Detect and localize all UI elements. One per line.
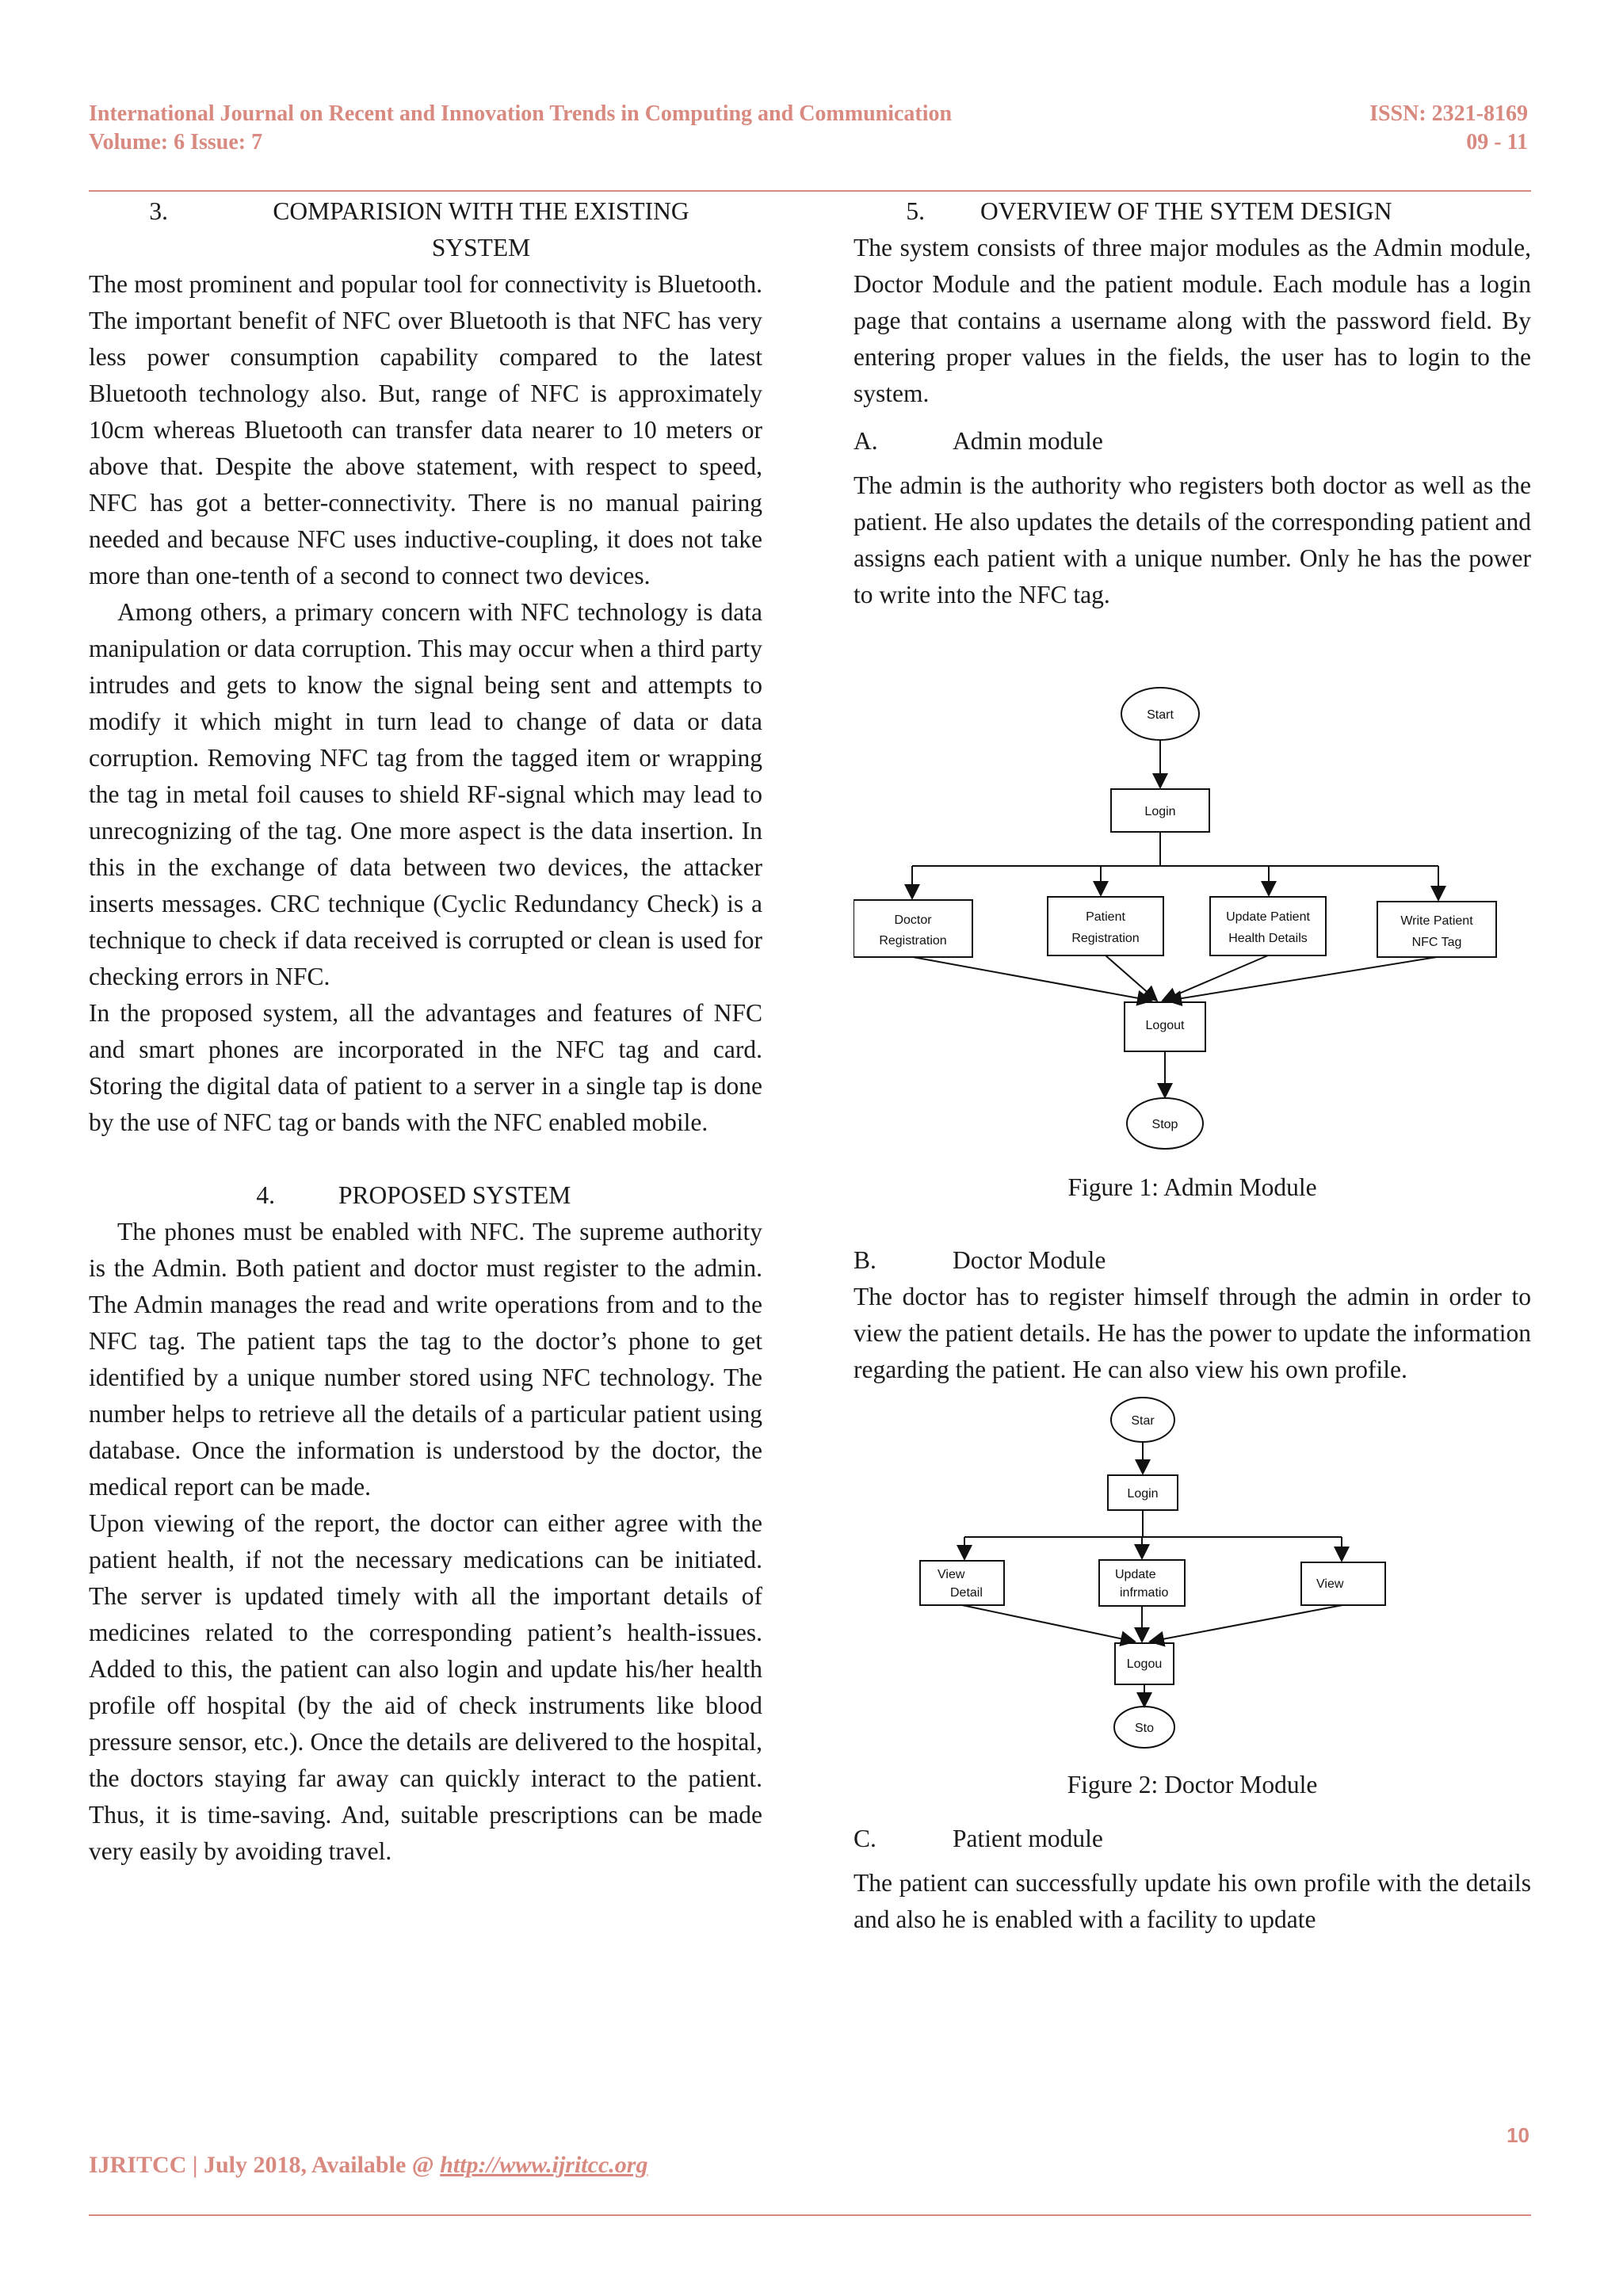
figure-1-caption: Figure 1: Admin Module (1067, 1173, 1317, 1201)
paragraph: The system consists of three major modules as the Admin module, Doctor Module and the patient module. Each module has a login page that contains a username along with the password field. By entering proper values in the fields, the user has to login to the system. (854, 234, 1531, 407)
journal-title: International Journal on Recent and Innovation Trends in Computing and Communication (89, 101, 953, 126)
section-title: OVERVIEW OF THE SYTEM DESIGN (980, 197, 1392, 225)
paragraph: The phones must be enabled with NFC. The supreme authority is the Admin. Both patient and doctor must register to the admin. The Admin manages the read and write operations from and to the NFC tag. The patient taps the tag to the doctor’s phone to get identified by a unique number stored using NFC technology. The number helps to retrieve all the details of a particular patient using database. Once the information is understood by the doctor, the medical report can be made. (89, 1218, 762, 1501)
subsection-letter: B. (854, 1246, 876, 1274)
paragraph: The patient can successfully update his own profile with the details and also he is enabled with a facility to update (854, 1869, 1531, 1933)
node-label: View (1316, 1577, 1344, 1591)
subsection-title: Patient module (953, 1825, 1103, 1852)
journal-link[interactable]: http://www.ijritcc.org (440, 2152, 648, 2178)
node-label: NFC Tag (1411, 936, 1462, 949)
login-label: Login (1144, 805, 1176, 818)
node-label: Registration (879, 934, 947, 948)
section-number: 5. (906, 197, 925, 225)
subsection-title: Doctor Module (953, 1246, 1106, 1274)
journal-header-right (1369, 100, 1528, 157)
node-label: infrmatio (1120, 1586, 1169, 1600)
admin-module-flowchart (854, 642, 1531, 1165)
login-label: Login (1127, 1487, 1159, 1501)
page-range: 09 - 11 (1466, 130, 1528, 154)
header-divider (89, 190, 1531, 192)
stop-label: Stop (1151, 1118, 1178, 1131)
journal-header (89, 100, 952, 157)
subsection-title: Admin module (953, 427, 1103, 455)
paragraph: In the proposed system, all the advantages and features of NFC and smart phones are incorporated in the NFC tag and card. Storing the digital data of patient to a server in a single tap is done by the use of NFC tag or bands with the NFC enabled mobile. (89, 999, 762, 1136)
node-label: View (938, 1568, 965, 1581)
subsection-c-heading (854, 1821, 1531, 1857)
logout-label: Logout (1145, 1019, 1185, 1032)
journal-volume: Volume: 6 Issue: 7 (89, 130, 263, 154)
paragraph: Upon viewing of the report, the doctor can either agree with the patient health, if not the necessary medications can be initiated. The server is updated timely with all the important details of medicines related to the corresponding patient’s health-issues. Added to this, the patient can also login and update his/her health profile off hospital (by the aid of check instruments like blood pressure sensor, etc.). Once the details are delivered to the hospital, the doctors staying far away can quickly interact to the patient. Thus, it is time-saving. And, suitable prescriptions can be made very easily by avoiding travel. (89, 1509, 762, 1865)
right-column (854, 193, 1531, 1938)
section-number: 3. (149, 197, 168, 225)
node-label: Health Details (1228, 932, 1308, 945)
node-label: Update Patient (1226, 910, 1310, 924)
issn: ISSN: 2321-8169 (1369, 101, 1528, 126)
doctor-module-flowchart (854, 1394, 1531, 1767)
start-label: Start (1147, 708, 1174, 722)
figure-2-caption: Figure 2: Doctor Module (1067, 1771, 1318, 1798)
section-title-cont: SYSTEM (431, 234, 531, 261)
footer-divider (89, 2214, 1531, 2216)
start-label: Star (1131, 1414, 1155, 1428)
update-patient-health-node (1210, 897, 1326, 955)
logout-label: Logou (1126, 1657, 1163, 1671)
node-label: Write Patient (1400, 914, 1473, 928)
paragraph: The admin is the authority who registers both doctor as well as the patient. He also updates the details of the corresponding patient and assigns each patient with a unique number. Only he has the power to write into the NFC tag. (854, 471, 1531, 608)
subsection-letter: C. (854, 1825, 876, 1852)
section-4-heading (89, 1177, 762, 1214)
subsection-letter: A. (854, 427, 878, 455)
subsection-a-heading (854, 423, 1531, 460)
node-label: Patient (1086, 910, 1125, 924)
section-3-heading (89, 193, 762, 266)
left-column (89, 193, 762, 1870)
section-title: COMPARISION WITH THE EXISTING (273, 197, 689, 225)
footer-text: IJRITCC | July 2018, Available @ (89, 2152, 441, 2178)
patient-registration-node (1048, 897, 1163, 955)
node-label: Registration (1071, 932, 1140, 945)
node-label: Detail (950, 1586, 983, 1600)
section-number: 4. (256, 1181, 275, 1209)
section-title: PROPOSED SYSTEM (338, 1181, 571, 1209)
stop-label: Sto (1134, 1722, 1155, 1735)
node-label: Doctor (894, 913, 932, 927)
doctor-registration-node (854, 900, 972, 957)
footer-citation (89, 2152, 647, 2179)
paragraph: The most prominent and popular tool for connectivity is Bluetooth. The important benefit of NFC over Bluetooth is that NFC has very less power consumption capability compared to the latest Bluetooth technology also. But, range of NFC is approximately 10cm whereas Bluetooth can transfer data nearer to 10 meters or above that. Despite the above statement, with respect to speed, NFC has got a better-connectivity. There is no manual pairing needed and because NFC uses inductive-coupling, it does not take more than one-tenth of a second to connect two devices. (89, 270, 762, 589)
page-number: 10 (1507, 2123, 1529, 2147)
paragraph: The doctor has to register himself through the admin in order to view the patient details. He has the power to update the information regarding the patient. He can also view his own profile. (854, 1283, 1531, 1383)
paragraph: Among others, a primary concern with NFC technology is data manipulation or data corruption. This may occur when a third party intrudes and gets to know the signal being sent and attempts to modify it which might in turn lead to change of data or data corruption. Removing NFC tag from the tagged item or wrapping the tag in metal foil causes to shield RF-signal which may lead to unrecognizing of the tag. One more aspect is the data insertion. In this in the exchange of data between two devices, the attacker inserts messages. CRC technique (Cyclic Redundancy Check) is a technique to check if data received is corrupted or clean is used for checking errors in NFC. (89, 598, 762, 990)
node-label: Update (1115, 1568, 1156, 1581)
section-5-heading (854, 193, 1531, 230)
subsection-b-heading (854, 1242, 1531, 1279)
